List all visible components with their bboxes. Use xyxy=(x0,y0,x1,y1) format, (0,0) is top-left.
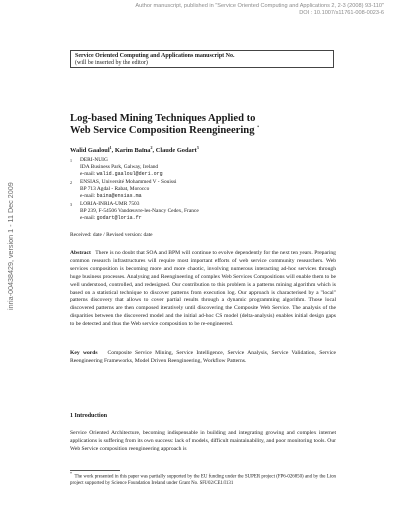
affiliations xyxy=(70,157,330,223)
author-affil-mark: 2 xyxy=(150,144,153,150)
affiliation-line: ENSIAS, Université Mohammed V - Souissi xyxy=(80,179,177,185)
abstract xyxy=(70,250,336,329)
author-affil-mark: 1 xyxy=(109,144,112,150)
affiliation-email-line xyxy=(80,171,330,178)
footnote xyxy=(70,471,337,488)
affiliation-email-line xyxy=(80,193,330,200)
title-line-2 xyxy=(70,125,350,137)
doi-header: DOI : 10.1007/s11761-008-0023-6 xyxy=(299,10,384,16)
author-name: Karim Baïna xyxy=(114,147,151,154)
email-prefix: e-mail: xyxy=(80,215,97,221)
footnote-mark: * xyxy=(70,471,72,476)
keywords-label: Key words xyxy=(70,350,98,356)
author-list: Walid Gaaloul$^1$, Karim Baïna$^2$, Claude Godart$^3$ xyxy=(70,144,199,154)
author-affil-mark: 3 xyxy=(196,144,199,150)
received-date: Received: date / Revised version: date xyxy=(70,232,153,238)
title-line-2-text: Web Service Composition Reengineering xyxy=(70,125,255,136)
affiliation-line: LORIA-INRIA-UMR 7503 xyxy=(80,201,140,207)
footnote-rule xyxy=(70,470,120,471)
title-footnote-mark: * xyxy=(257,124,260,130)
affiliation-3 xyxy=(70,201,330,222)
affiliation-line: IDA Business Park, Galway, Ireland xyxy=(80,164,159,170)
affiliation-line: BP 239, F-54506 Vandœuvre-les-Nancy Cedex, France xyxy=(80,208,199,214)
journal-name: Service Oriented Computing and Applications manuscript No. xyxy=(75,53,235,59)
paper-title xyxy=(70,113,350,137)
author-name: Claude Godart xyxy=(155,147,197,154)
affiliation-line: DERI-NUIG xyxy=(80,157,108,163)
affiliation-2 xyxy=(70,179,330,200)
abstract-text: There is no doubt that SOA and BPM will continue to evolve dependently for the next ten years. Preparing common research infrastructures will require most important efforts of web service community researchers. Web services composition is becoming more and more chaotic, involving numerous interacting ad-hoc services through huge business processes. Analysing and Reengineering of complex Web Services Compositions will enable them to be well understood, controlled, and redesigned. Our contribution to this problem is a patterns mining algorithm which is based on a statistical technique to discover patterns from execution log. Our approach is characterised by a "local" patterns discovery that allows to cover partial results through a dynamic programming algorithm. Those local discovered patterns are then composed iteratively until discovering the Composite Web Service. The analysis of the disparities between the discovered model and the initial ad-hoc CS model (delta-analysis) enables initial design gaps to be detected and thus the Web service composition to be re-engineered. xyxy=(70,250,336,328)
hal-side-stamp: inria-00438429, version 1 - 11 Dec 2009 xyxy=(6,182,15,310)
email-prefix: e-mail: xyxy=(80,171,97,177)
section-body: Service Oriented Architecture, becoming indispensable in building and integrating growing and complex internet applications is suffering from its own success: lack of models, difficult maintainability, and poor monitoring tools. Our Web Service composition reengineering approach is xyxy=(70,430,336,452)
author-name: Walid Gaaloul xyxy=(70,147,110,154)
keywords-text: Composite Service Mining, Service Intelligence, Service Analysis, Service Validation, Service Reengineering Frameworks, Model Driven Reengineering, Workflow Patterns. xyxy=(70,350,336,364)
affiliation-1 xyxy=(70,157,330,178)
manuscript-header: Author manuscript, published in "Service Oriented Computing and Applications 2, 2-3 (2008) 93-110" xyxy=(135,3,384,9)
affiliation-number: 2 xyxy=(70,180,72,185)
section-heading: 1 Introduction xyxy=(70,413,108,419)
email-address: godart@loria.fr xyxy=(96,215,142,221)
email-address: baina@ensias.ma xyxy=(96,193,142,199)
affiliation-number: 3 xyxy=(70,202,72,207)
affiliation-line: BP 713 Agdal - Rabat, Morocco xyxy=(80,186,150,192)
affiliation-email-line xyxy=(80,215,330,222)
title-line-1: Log-based Mining Techniques Applied to xyxy=(70,113,256,124)
keywords xyxy=(70,350,336,366)
email-prefix: e-mail: xyxy=(80,193,97,199)
journal-note: (will be inserted by the editor) xyxy=(75,60,148,67)
email-address: walid.gaaloul@deri.org xyxy=(96,171,163,177)
abstract-label: Abstract xyxy=(70,250,91,256)
footnote-text: The work presented in this paper was partially supported by the EU funding under the SUPER project (FP6-026850) and by the Lion project supported by Science Foundation Ireland under Grant No. SFI/02/CE1/I131 xyxy=(70,474,337,487)
journal-box xyxy=(70,50,334,68)
affiliation-number: 1 xyxy=(70,158,72,163)
